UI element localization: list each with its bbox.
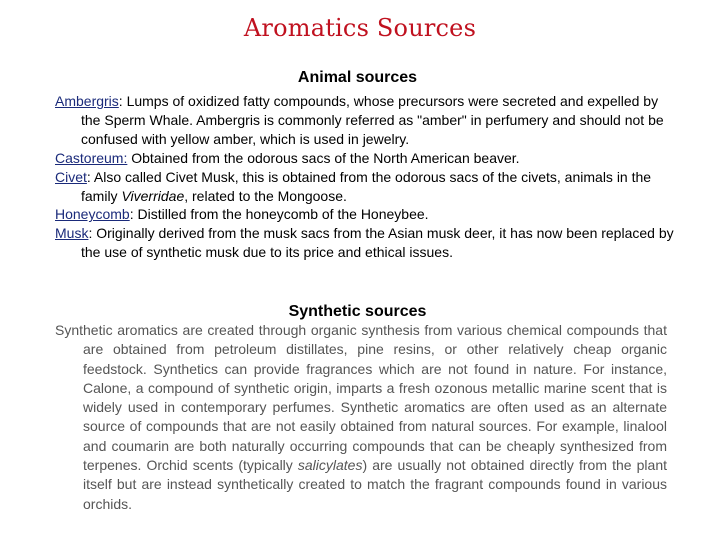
term-ambergris[interactable]: Ambergris <box>55 93 119 109</box>
entry-text: Distilled from the honeycomb of the Honeybee. <box>133 206 429 223</box>
synthetic-sources-heading: Synthetic sources <box>288 303 427 320</box>
synthetic-sources-paragraph <box>55 321 667 514</box>
entry-italic: Viverridae <box>121 187 185 204</box>
synthetic-text: Synthetic aromatics are created through organic synthesis from various chemical compounds that are obtained from petroleum distillates, pine resins, or other relatively cheap organic feedstock. Synthetics can provide fragrances which are not found in nature. For instance, Calone, a compound of synthetic origin, imparts a fresh ozonous metallic marine scent that is widely used in contemporary perfumes. Synthetic aromatics are often used as an alternate source of compounds that are not easily obtained from natural sources. For example, linalool and coumarin are both naturally occurring compounds that can be cheaply synthesized from terpenes. Orchid scents (typically salicylates) are usually not obtained directly from the plant itself but are instead synthetically created to match the fragrant compounds found in various orchids. <box>55 322 667 512</box>
entry-text: , related to the Mongoose. <box>184 187 347 204</box>
entry-text: Originally derived from the musk sacs from the Asian musk deer, it has now been replaced by the use of synthetic musk due to its price and ethical issues. <box>81 225 674 261</box>
animal-sources-list <box>55 92 675 262</box>
term-civet[interactable]: Civet <box>55 168 87 185</box>
entry-ambergris: Ambergris: Lumps of oxidized fatty compounds, whose precursors were secreted and expelled by the Sperm Whale. Ambergris is commonly referred as "amber" in perfumery and should not be confused with yellow amber, which is used in jewelry. <box>55 93 664 147</box>
term-honeycomb[interactable]: Honeycomb <box>55 206 130 223</box>
entry-civet: Civet: Also called Civet Musk, this is obtained from the odorous sacs of the civets, animals in the family Viverridae, related to the Mongoose. <box>55 168 652 204</box>
term-castoreum[interactable]: Castoreum: <box>55 149 128 166</box>
page-title: Aromatics Sources <box>243 14 477 42</box>
term-musk[interactable]: Musk <box>55 225 89 242</box>
synthetic-italic: salicylates <box>297 457 363 474</box>
entry-honeycomb: Honeycomb: Distilled from the honeycomb of the Honeybee. <box>55 206 429 223</box>
animal-sources-heading: Animal sources <box>297 69 418 86</box>
entry-castoreum <box>55 149 675 168</box>
entry-text: Also called Civet Musk, this is obtained from the odorous sacs of the civets, animals in the family <box>81 168 652 204</box>
entry-text: Obtained from the odorous sacs of the North American beaver. <box>127 149 520 166</box>
entry-text: Lumps of oxidized fatty compounds, whose precursors were secreted and expelled by the Sperm Whale. Ambergris is commonly referred as "amber" in perfumery and should not be confused with yellow amber, which is used in jewelry. <box>81 93 664 147</box>
entry-musk: Musk: Originally derived from the musk sacs from the Asian musk deer, it has now been replaced by the use of synthetic musk due to its price and ethical issues. <box>55 225 674 261</box>
